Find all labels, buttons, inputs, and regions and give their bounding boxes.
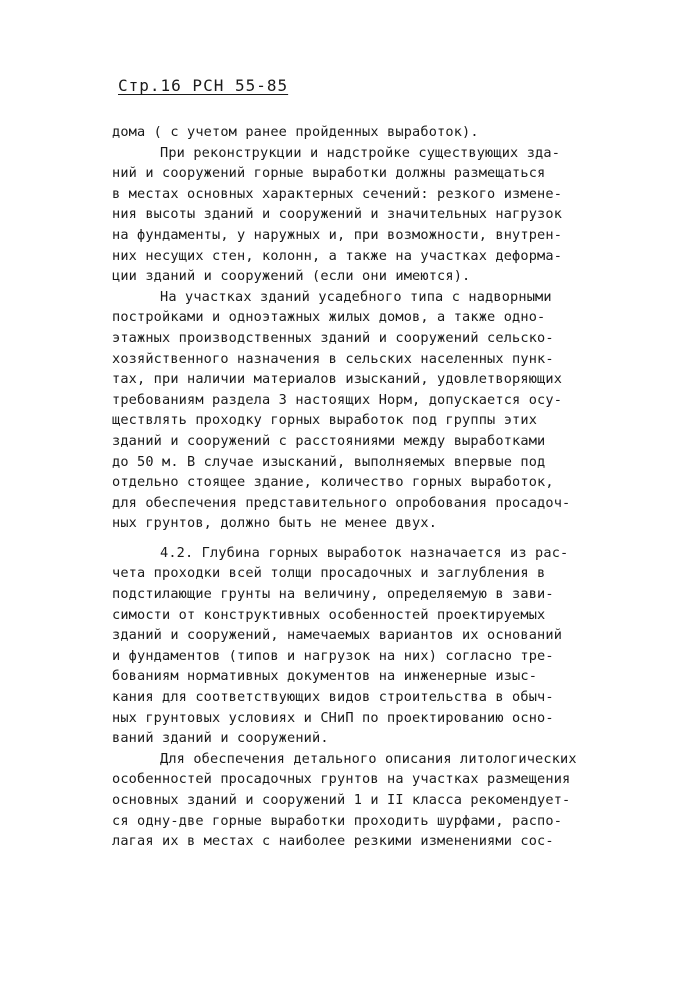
text-line: кания для соответствующих видов строительства в обыч-: [112, 689, 554, 706]
text-line: этажных производственных зданий и сооружений сельско-: [112, 329, 554, 346]
text-line: зданий и сооружений с расстояниями между выработками: [112, 432, 546, 449]
text-line: ществлять проходку горных выработок под группы этих: [112, 412, 538, 429]
text-line: требованиям раздела 3 настоящих Норм, допускается осу-: [112, 391, 563, 408]
text-line: лагая их в местах с наиболее резкими изменениями сос-: [112, 833, 554, 850]
text-line: и фундаментов (типов и нагрузок на них) согласно тре-: [112, 647, 554, 664]
text-line: ных грунтовых условиях и СНиП по проектированию осно-: [112, 709, 554, 726]
text-line: 4.2. Глубина горных выработок назначается из рас-: [160, 544, 569, 561]
text-line: постройками и одноэтажных жилых домов, а также одно-: [112, 309, 546, 326]
text-line: При реконструкции и надстройке существующих зда-: [160, 144, 561, 161]
text-line: ваний зданий и сооружений.: [112, 730, 329, 747]
text-line: зданий и сооружений, намечаемых вариантов их оснований: [112, 627, 563, 644]
text-line: симости от конструктивных особенностей проектируемых: [112, 606, 546, 623]
paragraph-gap: [112, 534, 592, 543]
text-line: бованиям нормативных документов на инженерные изыс-: [112, 668, 538, 685]
text-line: особенностей просадочных грунтов на участках размещения: [112, 771, 571, 788]
text-line: основных зданий и сооружений 1 и II класса рекомендует-: [112, 792, 571, 808]
text-line: дома ( с учетом ранее пройденных выработок).: [112, 124, 479, 140]
text-line: ся одну-две горные выработки проходить шурфами, распо-: [112, 812, 563, 829]
text-line: ния высоты зданий и сооружений и значительных нагрузок: [112, 206, 563, 223]
text-line: Для обеспечения детального описания литологических: [160, 750, 577, 767]
text-line: на фундаменты, у наружных и, при возможности, внутрен-: [112, 226, 563, 243]
text-line: ных грунтов, должно быть не менее двух.: [112, 515, 438, 532]
body-text: [112, 122, 592, 852]
text-line: На участках зданий усадебного типа с надворными: [160, 288, 552, 305]
text-line: в местах основных характерных сечений: резкого измене-: [112, 185, 563, 202]
text-line: хозяйственного назначения в сельских населенных пунк-: [112, 350, 554, 367]
text-line: ний и сооружений горные выработки должны размещаться: [112, 165, 546, 182]
text-line: чета проходки всей толщи просадочных и заглубления в: [112, 565, 546, 582]
text-line: для обеспечения представительного опробования просадоч-: [112, 494, 571, 511]
text-line: до 50 м. В случае изысканий, выполняемых впервые под: [112, 453, 546, 470]
page-header: Стр.16 РСН 55-85: [118, 76, 289, 95]
text-line: отдельно стоящее здание, количество горных выработок,: [112, 474, 554, 491]
text-line: тах, при наличии материалов изысканий, удовлетворяющих: [112, 371, 563, 388]
text-line: ции зданий и сооружений (если они имеются).: [112, 268, 471, 285]
text-line: них несущих стен, колонн, а также на участках деформа-: [112, 247, 563, 264]
text-line: подстилающие грунты на величину, определяемую в зави-: [112, 586, 554, 603]
